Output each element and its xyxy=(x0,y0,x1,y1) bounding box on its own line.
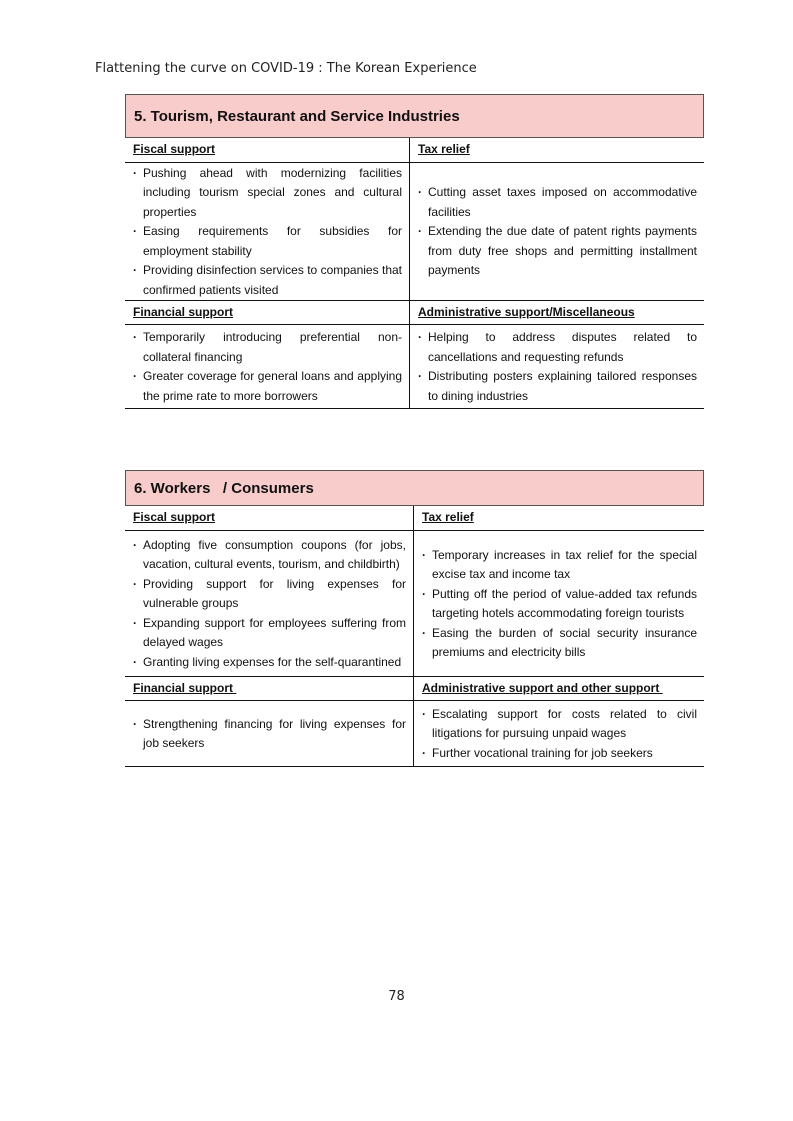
financial-support-heading: Financial support xyxy=(125,676,414,701)
administrative-support-heading: Administrative support and other support xyxy=(414,676,704,701)
administrative-support-list xyxy=(421,705,697,764)
administrative-support-list xyxy=(417,328,697,406)
tax-relief-heading: Tax relief xyxy=(410,138,704,163)
financial-support-list xyxy=(132,328,402,406)
tax-relief-list xyxy=(421,546,697,663)
administrative-support-cell xyxy=(410,325,704,408)
tax-relief-list xyxy=(417,183,697,281)
financial-support-cell xyxy=(125,325,410,408)
financial-support-list xyxy=(132,715,406,754)
list-item: · Expanding support for employees suffering from delayed wages xyxy=(132,614,406,653)
fiscal-support-list xyxy=(132,164,402,301)
list-item: · Providing disinfection services to companies that confirmed patients visited xyxy=(132,261,402,300)
fiscal-support-cell xyxy=(125,163,410,300)
administrative-support-cell xyxy=(414,701,704,766)
list-item: · Adopting five consumption coupons (for jobs, vacation, cultural events, tourism, and childbirth) xyxy=(132,536,406,575)
running-header: Flattening the curve on COVID-19 : The Korean Experience xyxy=(95,61,477,76)
financial-support-heading: Financial support xyxy=(125,300,410,325)
list-item: · Helping to address disputes related to cancellations and requesting refunds xyxy=(417,328,697,367)
list-item: · Cutting asset taxes imposed on accommodative facilities xyxy=(417,183,697,222)
list-item: · Temporary increases in tax relief for the special excise tax and income tax xyxy=(421,546,697,585)
list-item: · Easing the burden of social security insurance premiums and electricity bills xyxy=(421,624,697,663)
tax-relief-heading: Tax relief xyxy=(414,506,704,531)
tax-relief-cell xyxy=(410,163,704,300)
list-item: · Strengthening financing for living expenses for job seekers xyxy=(132,715,406,754)
list-item: · Escalating support for costs related to civil litigations for pursuing unpaid wages xyxy=(421,705,697,744)
section-title: 6. Workers / Consumers xyxy=(125,470,704,506)
page-number: 78 xyxy=(388,989,405,1004)
list-item: · Granting living expenses for the self-quarantined xyxy=(132,653,406,673)
list-item: · Distributing posters explaining tailored responses to dining industries xyxy=(417,367,697,406)
section-title: 5. Tourism, Restaurant and Service Industries xyxy=(125,94,704,138)
list-item: · Temporarily introducing preferential non-collateral financing xyxy=(132,328,402,367)
list-item: · Providing support for living expenses for vulnerable groups xyxy=(132,575,406,614)
tax-relief-cell xyxy=(414,531,704,676)
fiscal-support-cell xyxy=(125,531,414,676)
section-tourism-restaurant-service xyxy=(125,94,704,409)
list-item: · Extending the due date of patent rights payments from duty free shops and permitting installment payments xyxy=(417,222,697,281)
section-workers-consumers xyxy=(125,470,704,767)
list-item: · Pushing ahead with modernizing facilities including tourism special zones and cultural properties xyxy=(132,164,402,223)
list-item: · Greater coverage for general loans and applying the prime rate to more borrowers xyxy=(132,367,402,406)
fiscal-support-heading: Fiscal support xyxy=(125,506,414,531)
fiscal-support-list xyxy=(132,536,406,673)
list-item: · Putting off the period of value-added tax refunds targeting hotels accommodating foreign tourists xyxy=(421,585,697,624)
policy-grid xyxy=(125,138,704,409)
list-item: · Further vocational training for job seekers xyxy=(421,744,697,764)
policy-grid xyxy=(125,506,704,767)
administrative-support-heading: Administrative support/Miscellaneous xyxy=(410,300,704,325)
financial-support-cell xyxy=(125,701,414,766)
fiscal-support-heading: Fiscal support xyxy=(125,138,410,163)
list-item: · Easing requirements for subsidies for employment stability xyxy=(132,222,402,261)
